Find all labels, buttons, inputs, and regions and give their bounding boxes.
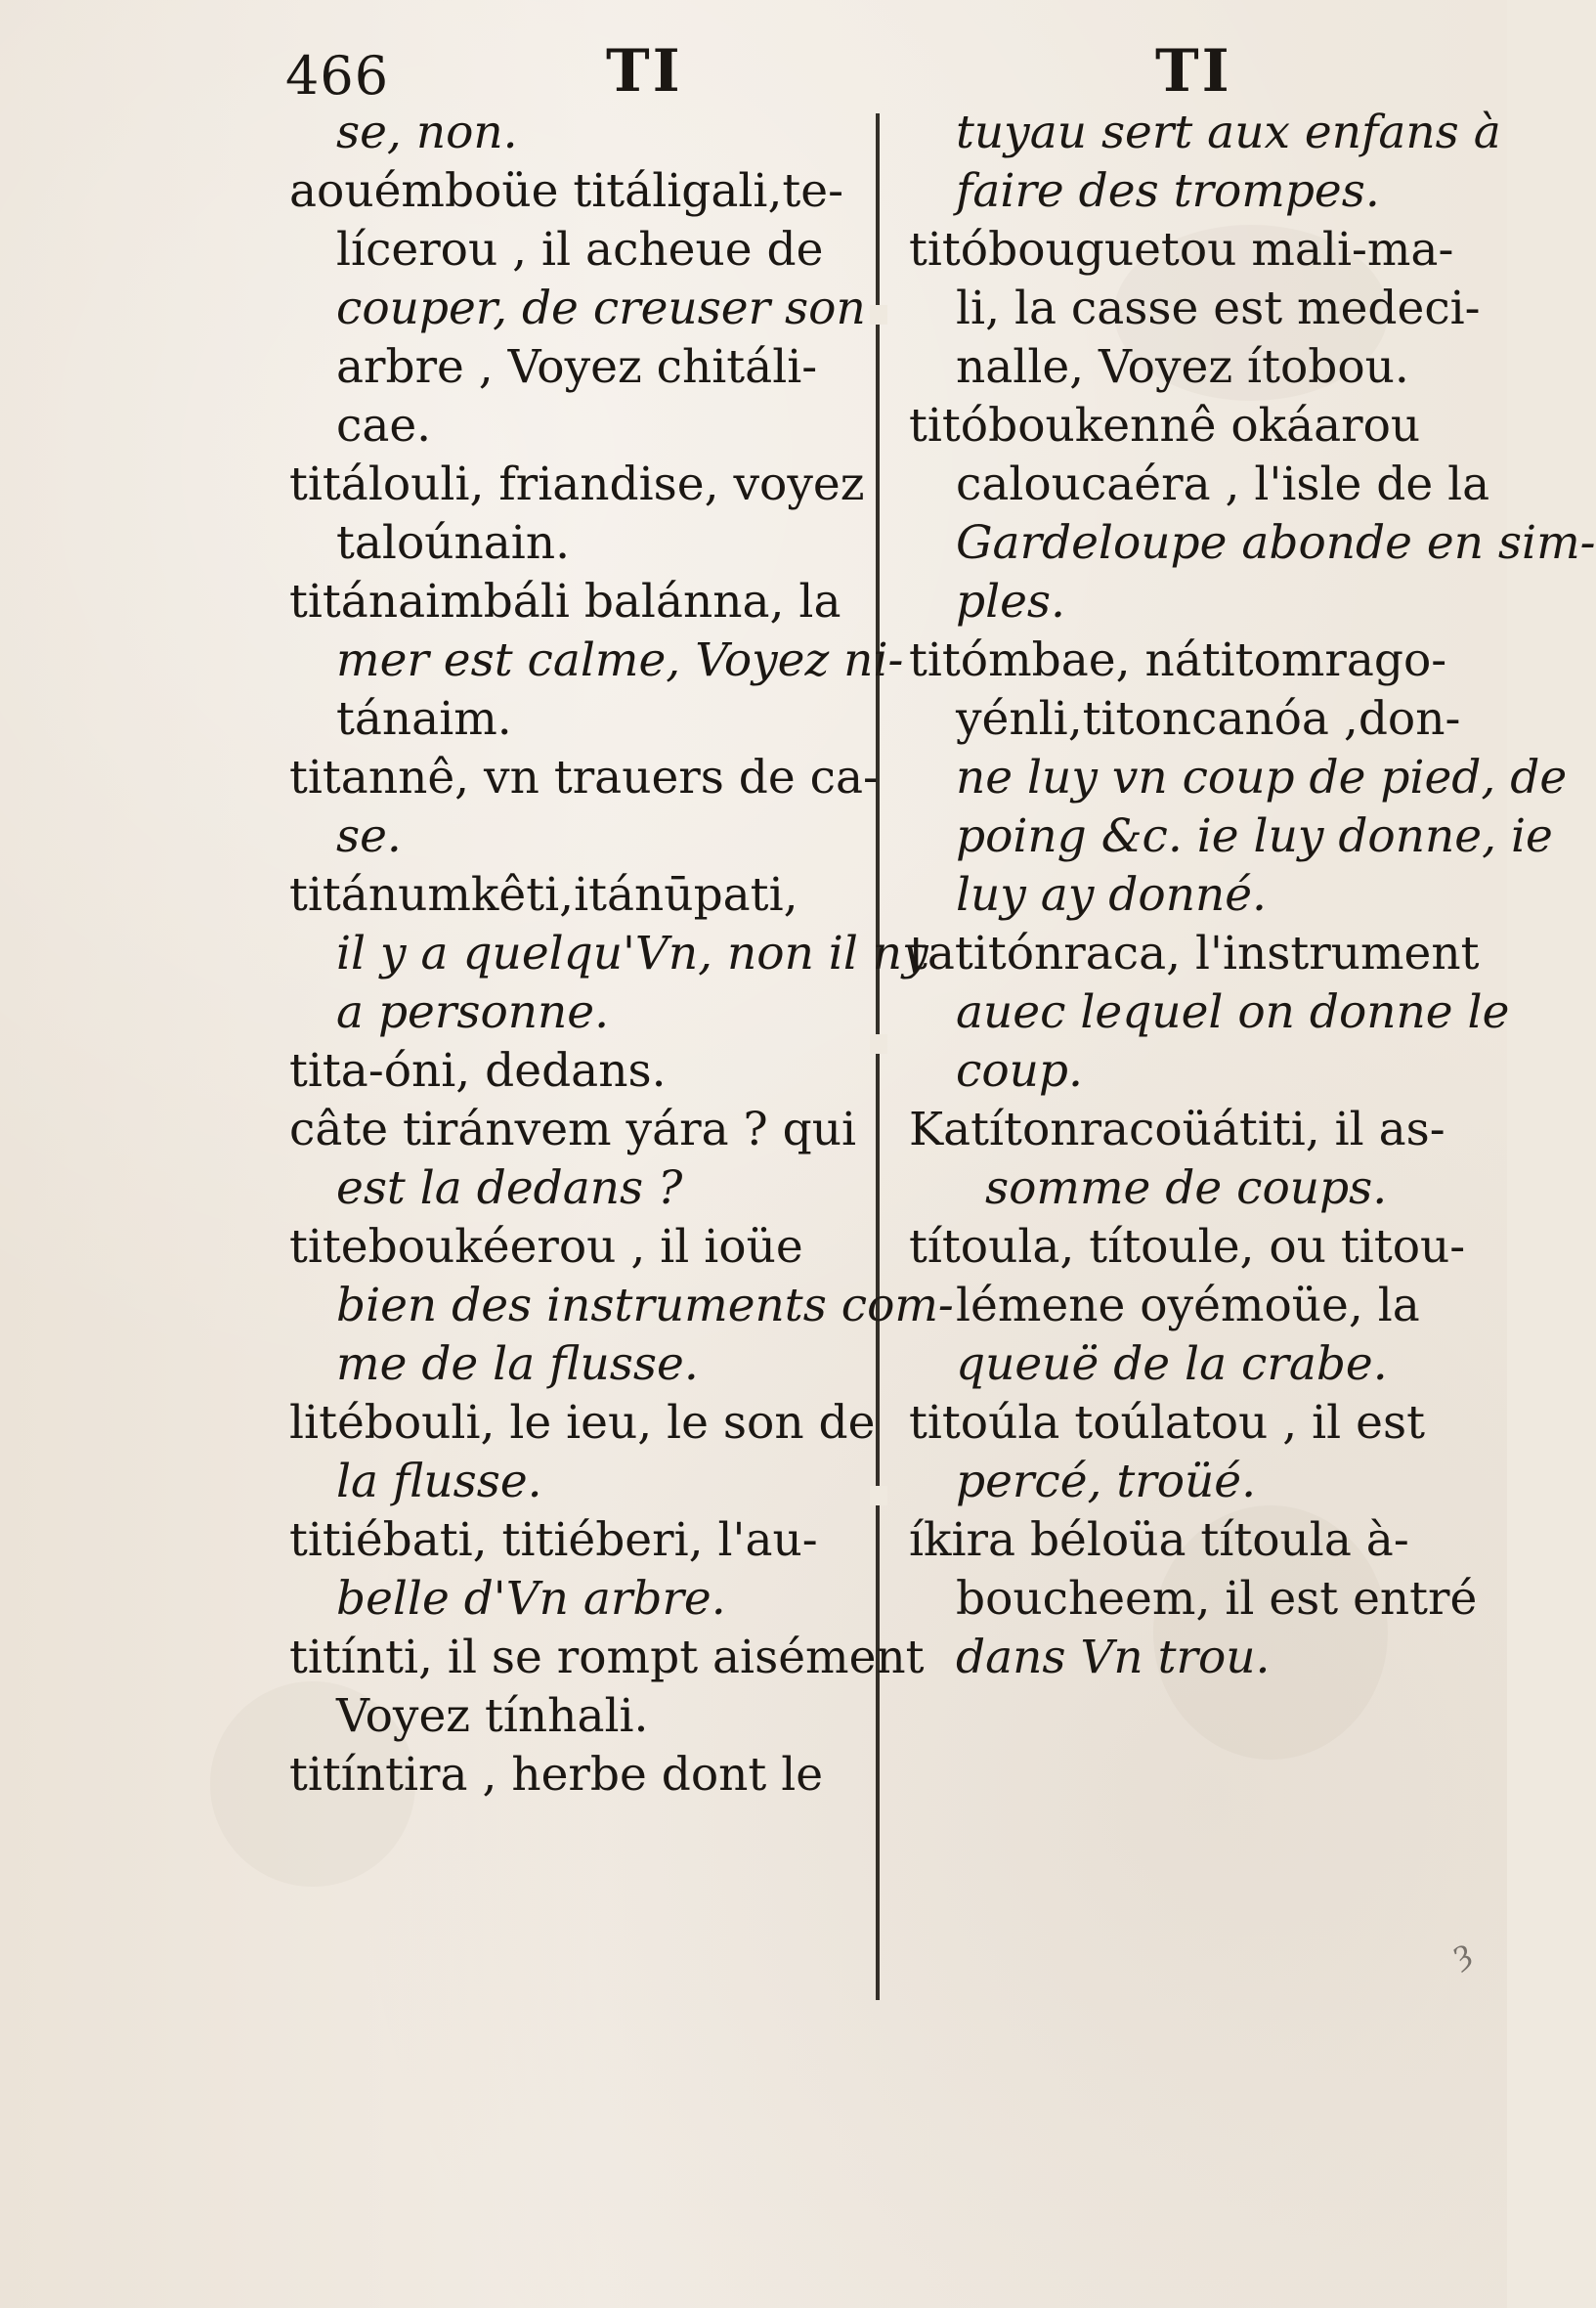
right-line-8: Gardeloupe abonde en sim- [956,516,1596,570]
left-line-26: belle d'Vn arbre. [336,1572,726,1626]
right-line-5: nalle, Voyez ítobou. [956,340,1409,394]
right-line-27: dans Vn trou. [956,1631,1271,1684]
left-line-9: titánaimbáli balánna, la [289,575,841,629]
right-line-10: titómbae, nátitomrago- [909,633,1447,687]
right-line-19: somme de coups. [985,1161,1388,1215]
left-line-29: titíntira , herbe dont le [289,1748,824,1802]
left-line-13: se. [336,809,402,863]
left-line-5: arbre , Voyez chitáli- [336,340,818,394]
left-line-23: litébouli, le ieu, le son de [289,1396,876,1450]
left-line-2: aouémboüe titáligali,te- [289,164,843,218]
left-line-28: Voyez tínhali. [336,1689,649,1743]
left-line-10: mer est calme, Voyez ni- [336,633,904,687]
right-line-18: Katítonracoüátiti, il as- [909,1103,1445,1156]
left-line-4: couper, de creuser son [336,282,866,335]
right-line-11: yénli,titoncanóa ,don- [956,692,1461,746]
left-line-19: est la dedans ? [336,1161,683,1215]
left-line-12: titannê, vn trauers de ca- [289,751,879,805]
right-line-6: titóboukennê okáarou [909,399,1421,453]
right-line-13: poing &c. ie luy donne, ie [956,809,1553,863]
right-line-9: ples. [956,575,1065,629]
right-line-3: titóbouguetou mali-ma- [909,223,1454,277]
right-line-14: luy ay donné. [956,868,1267,922]
right-line-16: auec lequel on donne le [956,985,1510,1039]
right-line-20: títoula, títoule, ou titou- [909,1220,1466,1274]
left-line-20: titeboukéerou , il ioüe [289,1220,803,1274]
left-line-15: il y a quelqu'Vn, non il ny [336,927,928,980]
left-line-6: cae. [336,399,432,453]
right-line-25: íkira béloüa títoula à- [909,1513,1409,1567]
left-line-21: bien des instruments com- [336,1279,954,1332]
divider-gap [870,305,887,325]
running-head-right: TI [1155,37,1232,106]
right-column [909,104,1596,1687]
left-line-3: lícerou , il acheue de [336,223,824,277]
left-line-1: se, non. [336,106,518,159]
left-line-25: titiébati, titiéberi, l'au- [289,1513,818,1567]
right-line-23: titoúla toúlatou , il est [909,1396,1425,1450]
left-line-16: a personne. [336,985,610,1039]
left-line-27: titínti, il se rompt aisément [289,1631,925,1684]
divider-gap [870,1486,887,1505]
corner-mark: Ȝ [1448,1938,1477,1976]
left-line-11: tánaim. [336,692,512,746]
left-line-7: titálouli, friandise, voyez [289,457,865,511]
right-line-7: caloucaéra , l'isle de la [956,457,1490,511]
column-divider [876,113,880,2000]
right-line-24: percé, troüé. [956,1455,1257,1508]
page-number: 466 [285,45,390,107]
right-line-21: lémene oyémoüe, la [956,1279,1420,1332]
left-line-24: la flusse. [336,1455,542,1508]
left-column [289,104,954,1805]
right-line-4: li, la casse est medeci- [956,282,1481,335]
left-line-8: taloúnain. [336,516,571,570]
left-line-14: titánumkêti,itánūpati, [289,868,798,922]
left-line-17: tita-óni, dedans. [289,1044,667,1098]
running-head-left: TI [606,37,683,106]
right-line-17: coup. [956,1044,1083,1098]
right-line-26: boucheem, il est entré [956,1572,1478,1626]
right-line-2: faire des trompes. [956,164,1380,218]
left-line-22: me de la flusse. [336,1337,699,1391]
right-line-22: queuë de la crabe. [956,1337,1388,1391]
divider-gap [870,1034,887,1054]
left-line-18: câte tiránvem yára ? qui [289,1103,857,1156]
right-line-1: tuyau sert aux enfans à [956,106,1501,159]
right-line-12: ne luy vn coup de pied, de [956,751,1568,805]
right-line-15: tatitónraca, l'instrument [909,927,1480,980]
